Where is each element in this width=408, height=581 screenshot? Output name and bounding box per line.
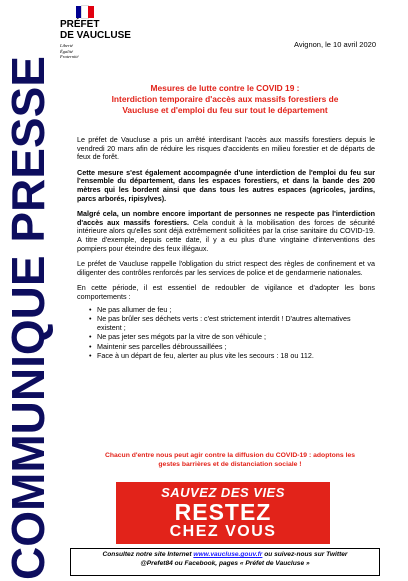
paragraph-3 [77,210,375,253]
paragraph-3-bold: Malgré cela, un nombre encore important de personnes ne respecte pas l'interdiction d'accès aux massifs forestiers. [77,209,375,227]
banner-line-2: RESTEZ [174,499,272,525]
sidebar-banner [1,55,54,580]
press-title: Mesures de lutte contre le COVID 19 : Interdiction temporaire d'accès aux massifs forestiers de Vaucluse et d'emploi du feu sur tout le département [111,83,339,115]
footer-line-1: Consultez notre site Internet www.vaucluse.gouv.fr ou suivez-nous sur Twitter [102,551,348,558]
behaviour-list [77,306,375,362]
list-item: • Ne pas allumer de feu ; [89,306,375,315]
prefecture-logo [60,5,140,65]
paragraph-3-rest: Cela conduit à la mobilisation des forces de sécurité intérieure alors qu'elles sont déjà extrêmement sollicitées par la crise sanitaire du COVID-19. A titre d'exemple, depuis cette date, il y a eu plus d'une vingtaine d'interventions des pompiers pour éteindre des feux illégaux. [77,217,375,253]
stay-home-banner [116,482,330,544]
list-item: • Ne pas brûler ses déchets verts : c'est strictement interdit ! D'autres alternatives existent ; [89,315,375,332]
list-item: • Ne pas jeter ses mégots par la vitre de son véhicule ; [89,333,375,342]
list-item: • Maintenir ses parcelles débroussaillées ; [89,343,375,352]
contact-footer [70,548,380,576]
footer-line-2: @Prefet84 ou Facebook, pages « Préfet de Vaucluse » [140,559,310,567]
covid-message: Chacun d'entre nous peut agir contre la diffusion du COVID-19 : adoptons les gestes barrières et de distanciation sociale ! [104,452,356,468]
banner-line-3: CHEZ VOUS [169,523,277,540]
press-date: Avignon, le 10 avril 2020 [293,40,376,49]
paragraph-1: Le préfet de Vaucluse a pris un arrêté interdisant l'accès aux massifs forestiers depuis le vendredi 20 mars afin de réduire les risques d'accidents en milieu forestier et de départs de feux de forêt. [77,135,375,162]
french-flag-icon [76,5,94,17]
list-item: • Face à un départ de feu, alerter au plus vite les secours : 18 ou 112. [89,352,375,361]
prefet-title: PRÉFET DE VAUCLUSE [60,19,131,41]
republic-motto: Liberté Égalité Fraternité [60,43,79,59]
paragraph-4: Le préfet de Vaucluse rappelle l'obligation du strict respect des règles de confinement et va diligenter des contrôles renforcés par les services de police et de gendarmerie nationales. [77,259,375,277]
paragraph-5: En cette période, il est essentiel de redoubler de vigilance et d'adopter les bons comportements : [77,283,375,301]
press-body [77,136,375,362]
communique-presse-label: COMMUNIQUE PRESSE [1,55,54,580]
banner-line-1: SAUVEZ DES VIES [161,485,285,500]
paragraph-2: Cette mesure s'est également accompagnée d'une interdiction de l'emploi du feu sur l'ensemble du département, dans les espaces forestiers, et dans la bande des 200 mètres qui les bordent ainsi que dans tous les autres espaces (agricoles, jardins, parcs arborés, ripisylves). [77,167,375,203]
website-link[interactable]: www.vaucluse.gouv.fr [193,551,263,558]
